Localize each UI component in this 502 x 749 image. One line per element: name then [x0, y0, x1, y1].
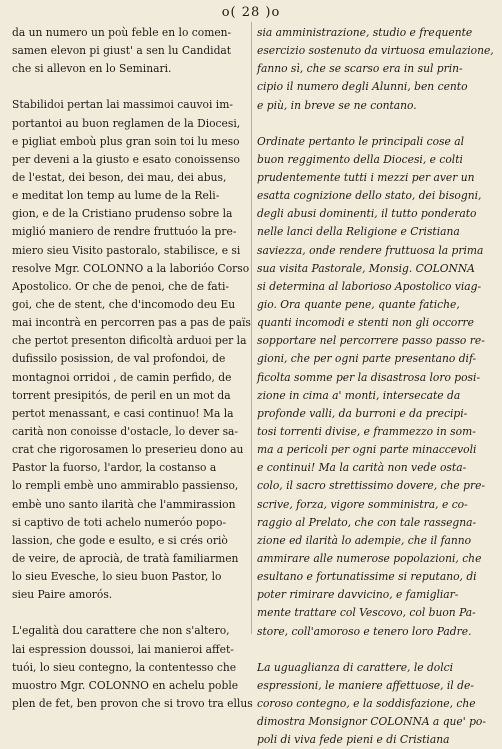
italian-text-line: esatta cognizione dello stato, dei bisogni,	[257, 189, 482, 203]
column-divider	[251, 22, 252, 634]
italian-text-line: quanti incomodi e stenti non gli occorre	[257, 316, 474, 330]
italian-text-line: espressioni, le maniere affettuose, il de-	[257, 678, 474, 692]
italian-text-line: e più, in breve se ne contano.	[257, 98, 417, 112]
occitan-text-line: de l'estat, dei beson, dei mau, dei abus,	[12, 170, 227, 184]
occitan-text-line: de veire, de aprocià, de tratà familiarmen	[12, 551, 239, 565]
italian-text-line: e continui! Ma la carità non vede osta-	[257, 461, 467, 475]
italian-text-line: degli abusi dominenti, il tutto ponderato	[257, 207, 477, 221]
italian-text-line: colo, il sacro strettissimo dovere, che pre-	[257, 479, 486, 493]
occitan-text-line: lai espression doussoi, lai manieroi affet-	[12, 642, 234, 656]
italian-text-line: poli di viva fede pieni e di Cristiana	[257, 733, 450, 747]
italian-text-line: esultano e fortunatissime si reputano, di	[257, 570, 477, 584]
italian-text-line: gioni, che per ogni parte presentano dif-	[257, 352, 477, 366]
occitan-text-line: carità non conoisse d'ostacle, lo dever sa-	[12, 424, 239, 438]
occitan-text-line: resolve Mgr. COLONNO a la laborióo Corso	[12, 261, 250, 275]
italian-text-line: saviezza, onde rendere fruttuosa la prima	[257, 243, 484, 257]
italian-text-line: La uguaglianza di carattere, le dolci	[257, 660, 454, 674]
italian-text-line: sua visita Pastorale, Monsig. COLONNA	[257, 261, 475, 275]
occitan-text-line: portantoi au buon reglamen de la Diocesi,	[12, 116, 241, 130]
italian-text-line: fanno sì, che se scarso era in sul prin-	[257, 62, 463, 76]
occitan-text-line: miero sieu Visito pastoralo, stabilisce, e si	[12, 243, 241, 257]
italian-text-line: poter rimirare davvicino, e famigliar-	[257, 588, 459, 602]
occitan-text-line: per deveni a la giusto e esato conoissenso	[12, 152, 240, 166]
italian-text-line: dimostra Monsignor COLONNA a que' po-	[257, 715, 486, 729]
occitan-text-line: lo rempli embè uno ammirablo passienso,	[12, 479, 239, 493]
italian-text-line: gio. Ora quante pene, quante fatiche,	[257, 297, 460, 311]
occitan-text-line: lassion, che gode e esulto, e si crés oriò	[12, 533, 228, 547]
occitan-text-line: muostro Mgr. COLONNO en achelu poble	[12, 678, 239, 692]
italian-text-line: prudentemente tutti i mezzi per aver un	[257, 170, 475, 184]
page-number: o( 28 )o	[221, 5, 281, 20]
italian-text-line: sopportare nel percorrere passo passo re-	[257, 334, 485, 348]
occitan-text-line: plen de fet, ben provon che si trovo tra ellus	[12, 696, 253, 710]
italian-text-line: store, coll'amoroso e tenero loro Padre.	[257, 624, 472, 638]
italian-text-line: profonde valli, da burroni e da precipi-	[257, 406, 468, 420]
italian-text-line: cipio il numero degli Alunni, ben cento	[257, 80, 468, 94]
left-column-occitan	[12, 24, 253, 710]
occitan-text-line: e pigliat emboù plus gran soin toi lu meso	[12, 134, 240, 148]
occitan-text-line: Pastor la fuorso, l'ardor, la costanso a	[12, 461, 217, 475]
occitan-text-line: sieu Paire amorós.	[12, 588, 113, 602]
occitan-text-line: embè uno santo ilarità che l'ammirassion	[12, 497, 236, 511]
italian-text-line: sia amministrazione, studio e frequente	[257, 26, 473, 39]
right-column-italian	[257, 24, 495, 747]
occitan-text-line: gion, e de la Cristiano prudenso sobre la	[12, 207, 233, 221]
occitan-text-line: samen elevon pi giust' a sen lu Candidat	[12, 44, 232, 58]
occitan-text-line: si captivo de toti achelo numeróo popo-	[12, 515, 227, 529]
italian-text-line: zione ed ilarità lo adempie, che il fanno	[257, 533, 472, 547]
paragraph-gap	[12, 78, 247, 96]
italian-text-line: zione in cima a' monti, intersecate da	[257, 388, 461, 402]
occitan-text-line: crat che rigorosamen lo preserieu dono au	[12, 443, 244, 457]
italian-text-line: tosi torrenti divise, e frammezzo in som-	[257, 424, 476, 438]
occitan-text-line: e meditat lon temp au lume de la Reli-	[12, 189, 220, 203]
paragraph-gap	[12, 604, 247, 622]
occitan-text-line: montagnoi orridoi , de camin perfido, de	[12, 370, 232, 384]
italian-text-line: mente trattare col Vescovo, col buon Pa-	[257, 606, 476, 620]
occitan-text-line: miglió maniero de rendre fruttuóo la pre-	[12, 225, 237, 239]
occitan-text-line: Stabilidoi pertan lai massimoi cauvoi im-	[12, 98, 233, 112]
occitan-text-line: goi, che de stent, che d'incomodo deu Eu	[12, 297, 236, 311]
italian-text-line: ammirare alle numerose popolazioni, che	[257, 551, 482, 565]
italian-text-line: scrive, forza, vigore somministra, e co-	[257, 497, 468, 511]
paragraph-gap	[257, 641, 495, 659]
italian-text-line: nelle lanci della Religione e Cristiana	[257, 225, 460, 239]
occitan-text-line: da un numero un poù feble en lo comen-	[12, 26, 232, 39]
italian-text-line: si determina al laborioso Apostolico viag-	[257, 279, 482, 293]
occitan-text-line: tuói, lo sieu contegno, la contentesso che	[12, 660, 237, 674]
italian-text-line: coroso contegno, e la soddisfazione, che	[257, 696, 476, 710]
occitan-text-line: L'egalità dou carattere che non s'altero,	[12, 624, 230, 638]
occitan-text-line: che pertot presenton dificoltà arduoi per la	[12, 334, 247, 348]
occitan-text-line: torrent presipitós, de peril en un mot da	[12, 388, 231, 402]
italian-text-line: raggio al Prelato, che con tale rassegna-	[257, 515, 477, 529]
paragraph-gap	[257, 115, 495, 133]
italian-text-line: ma a pericoli per ogni parte minaccevoli	[257, 443, 477, 457]
italian-text-line: ficolta somme per la disastrosa loro posi-	[257, 370, 481, 384]
occitan-text-line: pertot menassant, e casi continuo! Ma la	[12, 406, 234, 420]
occitan-text-line: dufissilo posission, de val profondoi, de	[12, 352, 226, 366]
italian-text-line: Ordinate pertanto le principali cose al	[257, 134, 465, 148]
occitan-text-line: lo sieu Evesche, lo sieu buon Pastor, lo	[12, 570, 222, 584]
occitan-text-line: Apostolico. Or che de penoi, che de fati-	[12, 279, 229, 293]
italian-text-line: esercizio sostenuto da virtuosa emulazione,	[257, 44, 494, 58]
italian-text-line: buon reggimento della Diocesi, e colti	[257, 152, 463, 166]
occitan-text-line: mai incontrà en percorren pas a pas de païs	[12, 316, 251, 330]
occitan-text-line: che si allevon en lo Seminari.	[12, 62, 172, 76]
